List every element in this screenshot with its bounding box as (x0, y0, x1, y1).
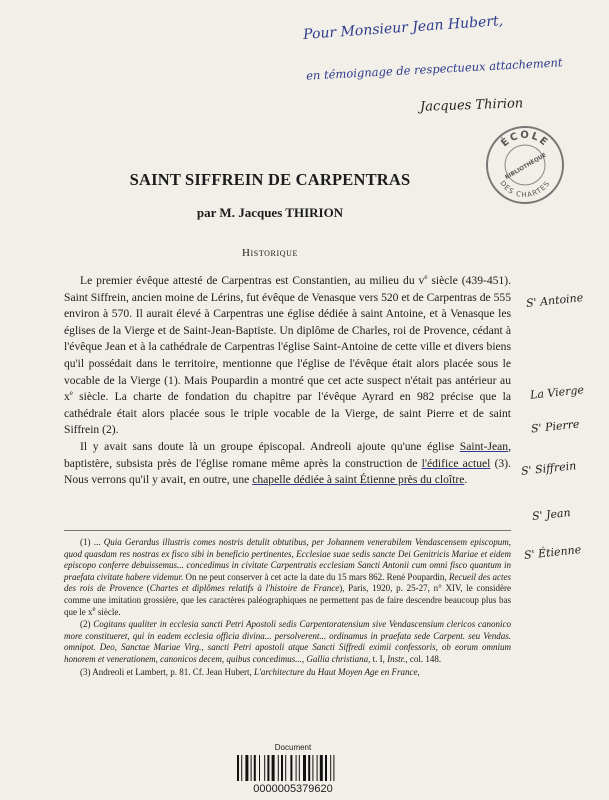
footnote-divider (64, 530, 511, 531)
text-run: ), Paris, 1920, p. 25-27, n° XIV, le considère comme une imitation grossière, que les caractères paléographiques ne permettent pas de faire descendre beaucoup plus bas que le x (64, 583, 511, 617)
stamp-middle-text: BIBLIOTHÈQUE (504, 152, 548, 181)
library-stamp (486, 126, 564, 204)
text-run: Le premier évêque attesté de Carpentras est Constantien, au milieu du v (80, 274, 425, 287)
underlined-text: l'édifice actuel (421, 456, 491, 470)
footnote (64, 619, 511, 665)
margin-note: S' Pierre (530, 417, 581, 436)
barcode-label: Document (274, 743, 312, 752)
text-run: . (464, 473, 468, 487)
text-run: (3). Nous verrons qu'il y avait, en outre, une (64, 456, 511, 487)
margin-note: S' Jean (531, 506, 572, 523)
italic-text: L'architecture du Haut Moyen Age en France (253, 666, 418, 677)
margin-note: S' Antoine (525, 291, 584, 310)
text-run: , (417, 666, 420, 677)
barcode-bar (325, 755, 327, 781)
superscript: e (69, 389, 73, 398)
footnote (64, 537, 511, 618)
text-run: (3) Andreoli et Lambert, p. 81. Cf. Jean Hubert, (80, 666, 254, 677)
stamp-bottom-text: DES CHARTES (498, 179, 552, 200)
barcode-bar (303, 755, 306, 781)
barcode-bar (299, 755, 300, 781)
barcode-bar (254, 755, 256, 781)
text-run: , baptistère, subsista près de l'église romane même après la construction de (64, 439, 511, 470)
barcode-bar (281, 755, 283, 781)
dedication-line-1: Pour Monsieur Jean Hubert, (302, 13, 504, 43)
barcode-bar (290, 755, 292, 781)
barcode-bar (237, 755, 239, 781)
text-run: siècle. La charte de fondation du chapitre par l'évêque Ayrard en 982 précise que la cathédrale était alors placée sous le triple vocable de la Vierge, de saint Pierre et de saint Siffrein (2). (64, 390, 511, 437)
text-run: siècle (439-451). Saint Siffrein, ancien moine de Lérins, fut évêque de Venasque vers 520 et de Carpentras de 555 environ à 570. Il aurait élevé à Carpentras une église dédiée à saint Antoine, et à Venasque les églises de la Vierge et de Saint-Jean-Baptiste. Un diplôme de Charles, roi de Provence, cédant à l'évêque Jean et à la cathédrale de Carpentras l'église Saint-Antoine de cette ville et divers biens qu'il possédait dans le territoire, mentionne que l'église de l'évêque était alors placée sous le vocable de la Vierge (1). Mais Poupardin a montré que cet acte suspect n'était pas antérieur au x (64, 274, 512, 404)
italic-text: Gallia christiana (306, 653, 369, 664)
footnote (64, 667, 511, 679)
barcode-number: 0000005379620 (253, 783, 333, 795)
barcode-bar (333, 755, 334, 781)
barcode-icon (237, 755, 349, 781)
text-run: siècle. (95, 606, 121, 617)
barcode-bar (264, 755, 265, 781)
barcode-bar (317, 755, 318, 781)
document-barcode (231, 743, 355, 797)
footnotes (64, 537, 511, 679)
margin-note: La Vierge (529, 383, 585, 402)
underlined-text: Saint-Jean (459, 439, 509, 453)
barcode-bar (285, 755, 286, 781)
italic-text: Chartes et diplômes relatifs à l'histoire de France (149, 583, 340, 594)
italic-text: Cogitans qualiter in ecclesia sancti Petri Apostoli sedis Carpentoratensium sive Vendascensium clericos canonico more constitueret, qui in eadem ecclesia officia divina... persolverent... ordinamus in praefata sede Carpent. seu Vendas. omnipot. Deo, Sanctae Mariae Virg., sancti Petri apostoli atque Sancti Siffredi eximii confessoris, ob eorum omnium honorem et venerationem, canonicos decem, quibus concedimus..., (64, 619, 512, 664)
barcode-bar (259, 755, 260, 781)
body-text (64, 273, 511, 489)
text-run: , t. I, (368, 653, 388, 664)
superscript: e (424, 273, 428, 282)
margin-note: S' Siffrein (520, 459, 577, 478)
stamp-seal-icon (488, 128, 562, 202)
stamp-top-text: ÉCOLE (499, 129, 551, 150)
article-author: par M. Jacques THIRION (196, 205, 344, 220)
barcode-bar (296, 755, 297, 781)
barcode-bar (241, 755, 242, 781)
margin-note: S' Étienne (523, 543, 582, 562)
handwritten-signature: Jacques Thirion (419, 96, 524, 115)
dedication-line-2: en témoignage de respectueux attachement (305, 55, 563, 83)
barcode-bar (278, 755, 279, 781)
superscript: e (92, 604, 96, 613)
article-title: SAINT SIFFREIN DE CARPENTRAS (129, 170, 411, 189)
section-heading: Historique (241, 247, 299, 259)
italic-text: Instr. (387, 653, 406, 664)
svg-text:ÉCOLE (498, 130, 551, 149)
barcode-bar (245, 755, 248, 781)
barcode-bar (251, 755, 252, 781)
barcode-bar (308, 755, 310, 781)
barcode-bar (330, 755, 331, 781)
barcode-bar (272, 755, 275, 781)
text-run: , col. 148. (405, 653, 442, 664)
barcode-bar (312, 755, 313, 781)
barcode-bar (320, 755, 323, 781)
barcode-bar (267, 755, 269, 781)
underlined-text: chapelle dédiée à saint Étienne près du cloître (252, 473, 465, 487)
text-run: On ne peut conserver à cet acte la date du 15 mars 862. René Poupardin, (183, 571, 449, 582)
paragraph (64, 439, 511, 489)
italic-text: Recueil des actes des rois de Provence (64, 571, 511, 594)
italic-text: Quia Gerardus illustris comes nostris detulit obtutibus, per Johannem venerabilem Vendascensem episcopum, quod quasdam res nostras ex fisco sibi in beneficio pertinentes, Ecclesiae suae sedis sancte Dei Genitricis Mariae et eidem episcopo conferre debuissemus... concedimus in civitate Carpentratis ecclesiam Sancti Antonii cum omni fisco quantum in praefata civitate habere videmur. (64, 537, 511, 582)
text-run: (1) ... (80, 537, 104, 547)
text-run: Il y avait sans doute là un groupe épiscopal. Andreoli ajoute qu'une église (80, 439, 460, 453)
paragraph (64, 273, 511, 439)
text-run: (2) (80, 619, 94, 630)
text-run: ( (143, 583, 150, 594)
